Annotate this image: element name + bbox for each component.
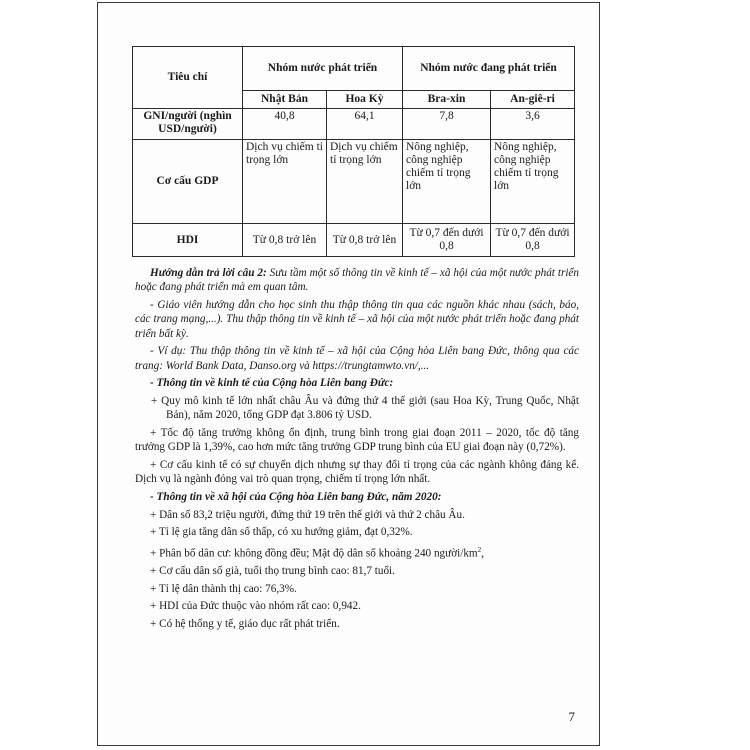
list-item-end: , (481, 547, 484, 560)
document-page (97, 2, 600, 746)
list-item: + Quy mô kinh tế lớn nhất châu Âu và đứng thứ 4 thế giới (sau Hoa Kỳ, Trung Quốc, Nhật Bản), năm 2020, tổng GDP đạt 3.806 tỷ USD. (151, 395, 579, 422)
table-cell: Nông nghiệp, công nghiệp chiếm tỉ trọng lớn (403, 140, 491, 224)
row-label: Cơ cấu GDP (133, 140, 243, 224)
list-item-text: + Phân bố dân cư: không đồng đều; Mật độ dân số khoảng 240 người/km (150, 547, 478, 560)
table-cell: Từ 0,7 đến dưới 0,8 (491, 224, 575, 257)
table-cell: 7,8 (403, 109, 491, 140)
econ-heading: - Thông tin về kinh tế của Cộng hòa Liên bang Đức: (150, 377, 394, 390)
list-item: + Dân số 83,2 triệu người, đứng thứ 19 trên thế giới và thứ 2 châu Âu. (150, 508, 465, 521)
header-country: Nhật Bản (243, 91, 327, 109)
list-item: + Tốc độ tăng trưởng không ổn định, trung bình trong giai đoạn 2011 – 2020, tốc độ tăng trưởng GDP là 1,39%, cao hơn mức tăng trưởng GDP trung bình của EU giai đoạn này (0,72%). (135, 427, 579, 454)
list-item (135, 543, 579, 561)
list-item: + Cơ cấu dân số già, tuổi thọ trung bình cao: 81,7 tuổi. (150, 565, 395, 578)
table-cell: 3,6 (491, 109, 575, 140)
body-text (135, 266, 579, 634)
table-row (133, 109, 575, 140)
table-cell: Nông nghiệp, công nghiệp chiếm tỉ trọng lớn (491, 140, 575, 224)
row-label: HDI (133, 224, 243, 257)
list-item: + Cơ cấu kinh tế có sự chuyển dịch nhưng sự thay đổi tỉ trọng của các ngành không đáng kể. Dịch vụ là ngành đóng vai trò quan trọng, chiếm tỉ trọng lớn nhất. (135, 459, 579, 486)
list-item: + HDI của Đức thuộc vào nhóm rất cao: 0,942. (150, 600, 361, 613)
header-country: Hoa Kỳ (327, 91, 403, 109)
paragraph: - Giáo viên hướng dẫn cho học sinh thu thập thông tin qua các nguồn khác nhau (sách, báo, các trang mạng,...). Thu thập thông tin về kinh tế – xã hội của một nước phát triển hoặc đang phát triển bất kỳ. (135, 299, 579, 340)
header-country: An-giê-ri (491, 91, 575, 109)
header-developing-group: Nhóm nước đang phát triển (403, 47, 575, 91)
header-country: Bra-xin (403, 91, 491, 109)
list-item: + Có hệ thống y tế, giáo dục rất phát triển. (150, 617, 340, 630)
table-cell: Dịch vụ chiếm tỉ trọng lớn (243, 140, 327, 224)
guide-title: Hướng dẫn trả lời câu 2: (150, 267, 267, 279)
page-number: 7 (568, 709, 575, 724)
table-row (133, 224, 575, 257)
superscript: 2 (477, 545, 482, 554)
header-criteria: Tiêu chí (133, 47, 243, 109)
list-item: + Tỉ lệ gia tăng dân số thấp, có xu hướng giảm, đạt 0,32%. (150, 526, 413, 539)
paragraph: - Ví dụ: Thu thập thông tin về kinh tế – xã hội của Cộng hòa Liên bang Đức, thông qua các trang: World Bank Data, Danso.org và https://trungtamwto.vn/,... (135, 345, 579, 372)
soc-heading: - Thông tin về xã hội của Cộng hòa Liên bang Đức, năm 2020: (150, 491, 442, 503)
comparison-table (132, 46, 575, 257)
list-item: + Tỉ lệ dân thành thị cao: 76,3%. (150, 582, 297, 595)
table-cell: Dịch vụ chiếm tỉ trọng lớn (327, 140, 403, 224)
table-cell: 64,1 (327, 109, 403, 140)
guide-paragraph (135, 266, 579, 295)
table-cell: Từ 0,8 trở lên (243, 224, 327, 257)
table-cell: Từ 0,8 trở lên (327, 224, 403, 257)
row-label: GNI/người (nghìn USD/người) (133, 109, 243, 140)
header-developed-group: Nhóm nước phát triển (243, 47, 403, 91)
table-row (133, 140, 575, 224)
guide-text: Sưu tầm một số thông tin về kinh tế – xã hội của một nước phát triển hoặc đang phát triển mà em quan tâm. (135, 267, 579, 294)
table-cell: Từ 0,7 đến dưới 0,8 (403, 224, 491, 257)
table-cell: 40,8 (243, 109, 327, 140)
